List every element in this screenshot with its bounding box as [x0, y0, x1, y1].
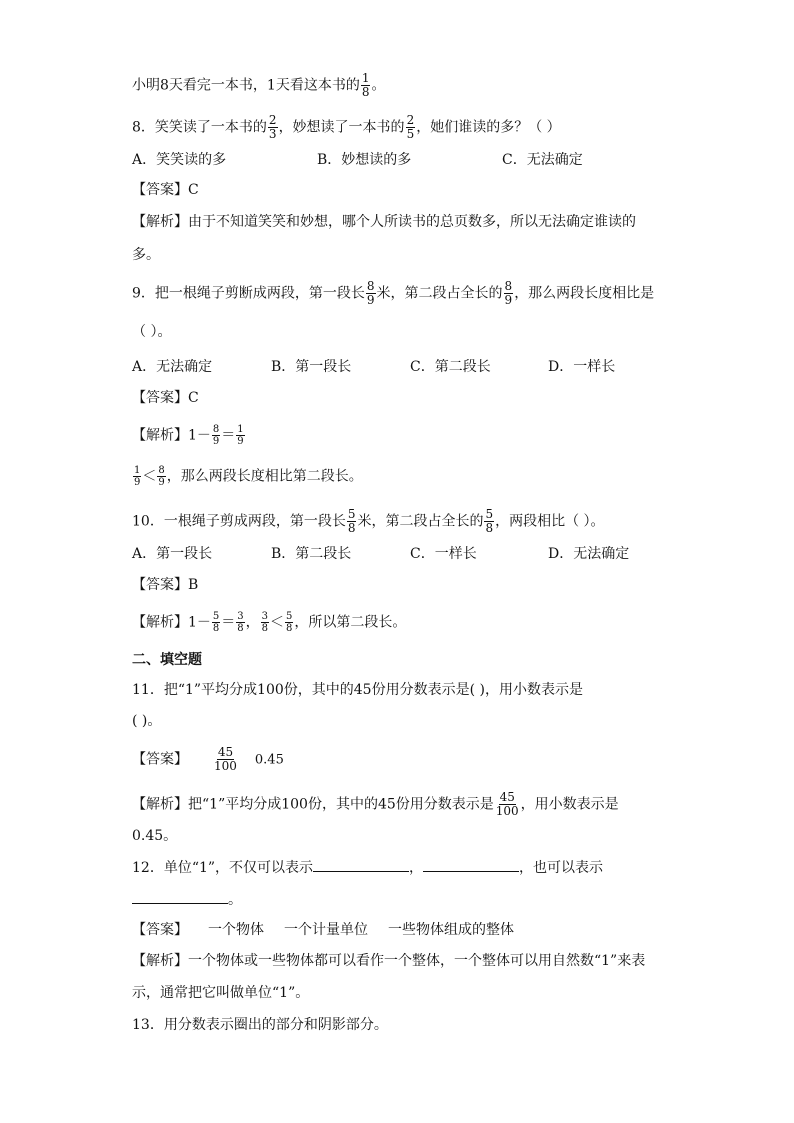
fraction: $\frac{5}{8}$ [212, 611, 220, 634]
option-b: B．第一段长 [271, 359, 352, 375]
question-9: 9．把一根绳子剪断成两段，第一段长 $\frac{8}{9}$ 米，第二段占全长的 $\frac{8}{9}$ ，那么两段长度相比是 [132, 279, 655, 307]
fraction: $\frac{8}{9}$ [212, 424, 220, 447]
fraction: $\frac{8}{9}$ [366, 279, 375, 307]
fraction: $\frac{8}{9}$ [504, 279, 513, 307]
question-12-continued: 。 [132, 889, 242, 910]
answer: 【答案】 一个物体 一个计量单位 一些物体组成的整体 [132, 922, 514, 938]
question-9-continued: （ ）。 [132, 324, 172, 340]
fraction: $\frac{2}{5}$ [406, 113, 415, 141]
fraction: $\frac{3}{8}$ [237, 611, 244, 634]
fraction: $\frac{5}{8}$ [485, 507, 494, 535]
answer: 【答案】C [132, 390, 199, 406]
fraction: $\frac{2}{3}$ [268, 113, 277, 141]
answer: 【答案】 $\frac{45}{100}$ 0.45 [132, 745, 284, 773]
option-c: C．第二段长 [410, 359, 491, 375]
blank-3 [132, 889, 228, 904]
analysis: 【解析】由于不知道笑笑和妙想，哪个人所读书的总页数多，所以无法确定谁读的 [132, 214, 636, 230]
analysis-continued: 0.45。 [132, 828, 178, 844]
answer: 【答案】C [132, 182, 199, 198]
section-title: 二、填空题 [132, 652, 202, 668]
option-b: B．第二段长 [271, 546, 352, 562]
analysis-continued: 多。 [132, 247, 160, 263]
fraction: $\frac{3}{8}$ [261, 611, 269, 634]
blank-1 [313, 857, 409, 872]
fraction: $\frac{8}{9}$ [158, 465, 165, 488]
blank-2 [423, 857, 519, 872]
fraction: $\frac{45}{100}$ [214, 745, 237, 773]
option-a: A．无法确定 [132, 359, 213, 375]
fraction: $\frac{1}{9}$ [134, 465, 141, 488]
question-8: 8．笑笑读了一本书的 $\frac{2}{3}$ ，妙想读了一本书的 $\frac{2}{5}$ ，她们谁读的多？（ ） [132, 113, 561, 141]
option-d: D．一样长 [548, 359, 616, 375]
question-11-continued: ( )。 [132, 713, 162, 729]
fraction: $\frac{5}{8}$ [347, 507, 356, 535]
analysis: 【解析】把“1”平均分成100份，其中的45份用分数表示是 $\frac{45}{100}$ ，用小数表示是 [132, 790, 619, 818]
question-13: 13．用分数表示圈出的部分和阴影部分。 [132, 1017, 388, 1033]
intro-line: 小明8天看完一本书，1天看这本书的 $\frac{1}{8}$ 。 [132, 71, 386, 99]
question-11: 11．把“1”平均分成100份，其中的45份用分数表示是( )，用小数表示是 [132, 682, 583, 698]
analysis-comparison: $\frac{1}{9}$ ＜ $\frac{8}{9}$ ，那么两段长度相比第二段长。 [134, 465, 363, 488]
fraction: $\frac{1}{8}$ [361, 71, 370, 99]
analysis: 【解析】1－ $\frac{5}{8}$ ＝ $\frac{3}{8}$ ， $\frac{3}{8}$ ＜ $\frac{5}{8}$ ，所以第二段长。 [132, 611, 407, 634]
analysis: 【解析】一个物体或一些物体都可以看作一个整体，一个整体可以用自然数“1”来表 [132, 953, 646, 969]
option-c: C．无法确定 [502, 152, 583, 168]
fraction: $\frac{1}{9}$ [237, 424, 244, 447]
fraction: $\frac{45}{100}$ [495, 790, 519, 818]
option-b: B．妙想读的多 [317, 152, 412, 168]
question-12: 12．单位“1”，不仅可以表示 ， ，也可以表示 [132, 857, 603, 878]
answer: 【答案】B [132, 577, 199, 593]
question-10: 10．一根绳子剪成两段，第一段长 $\frac{5}{8}$ 米，第二段占全长的 $\frac{5}{8}$ ，两段相比（ ）。 [132, 507, 605, 535]
option-d: D．无法确定 [548, 546, 630, 562]
option-c: C．一样长 [410, 546, 477, 562]
analysis: 【解析】1－ $\frac{8}{9}$ ＝ $\frac{1}{9}$ [132, 424, 244, 447]
option-a: A．笑笑读的多 [132, 152, 227, 168]
analysis-continued: 示，通常把它叫做单位“1”。 [132, 985, 310, 1001]
option-a: A．第一段长 [132, 546, 213, 562]
fraction: $\frac{5}{8}$ [286, 611, 293, 634]
